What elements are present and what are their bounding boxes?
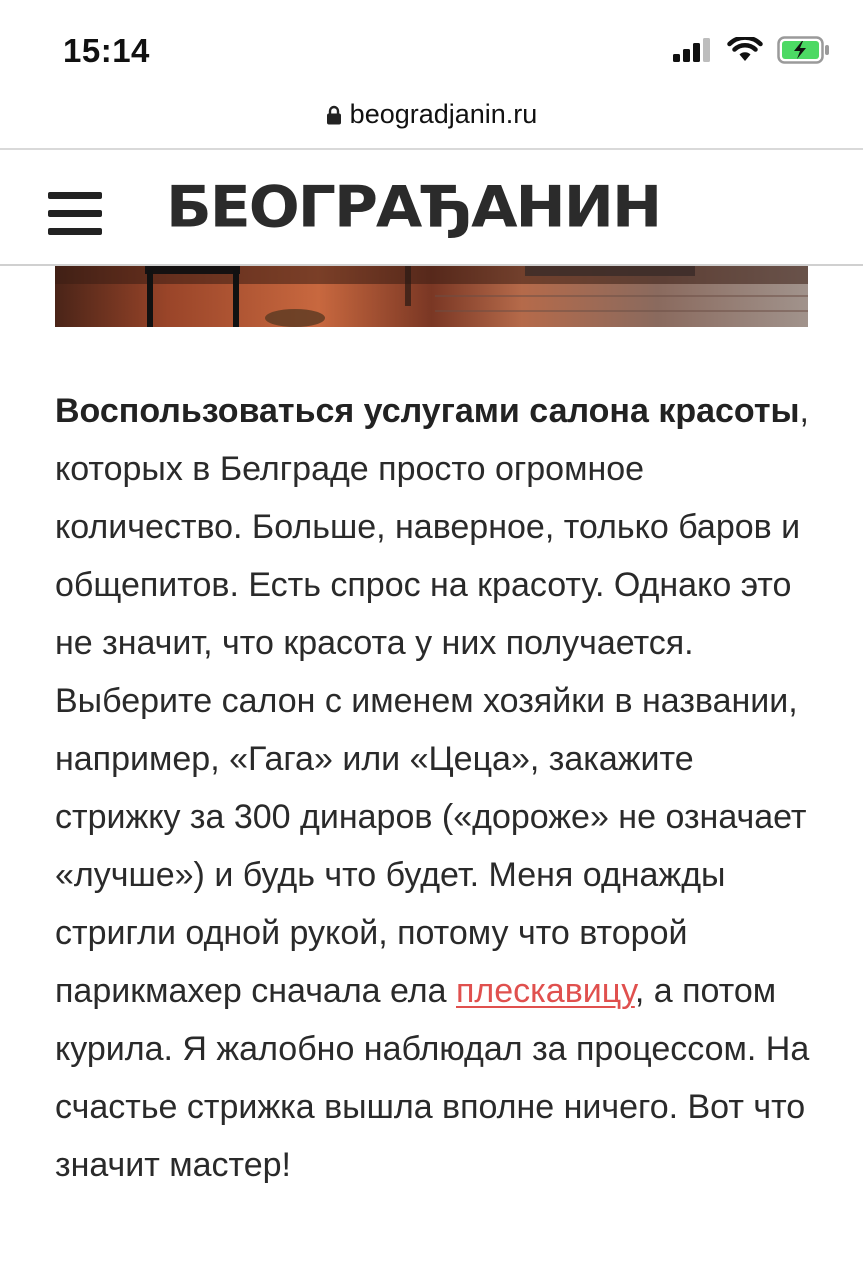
signal-icon [673, 38, 713, 62]
status-time: 15:14 [63, 32, 150, 69]
article-text-part-1: , которых в Белграде просто огромное количество. Больше, наверное, только баров и общепитов. Есть спрос на красоту. Однако это не значит, что красота у них получается. Выберите салон с именем хозяйки в названии, например, «Гага» или «Цеца», закажите стрижку за 300 динаров («дороже» не означает «лучше») и будь что будет. Меня однажды стригли одной рукой, потому что второй парикмахер сначала ела [55, 392, 809, 1010]
url-container[interactable] [326, 99, 538, 130]
lock-icon [326, 105, 342, 125]
wifi-icon [727, 37, 763, 63]
url-text[interactable]: beogradjanin.ru [349, 99, 538, 129]
site-header [0, 150, 863, 266]
hamburger-menu-icon[interactable] [48, 192, 102, 236]
status-icons [673, 36, 831, 64]
article-text-part-2: , а потом курила. Я жалобно наблюдал за процессом. На счастье стрижка вышла вполне ничего. Вот что значит мастер! [55, 972, 810, 1184]
article-hero-image [55, 266, 808, 327]
article-paragraph [55, 382, 815, 1194]
browser-url-bar[interactable] [0, 95, 863, 147]
status-bar [0, 0, 863, 95]
hero-image-drawing [55, 266, 808, 327]
link-pljeskavica[interactable]: плескавицу [456, 972, 635, 1010]
article-lead-bold: Воспользоваться услугами салона красоты [55, 392, 800, 430]
site-logo[interactable]: БЕОГРАЂАНИН [166, 174, 661, 241]
battery-charging-icon [777, 36, 831, 64]
